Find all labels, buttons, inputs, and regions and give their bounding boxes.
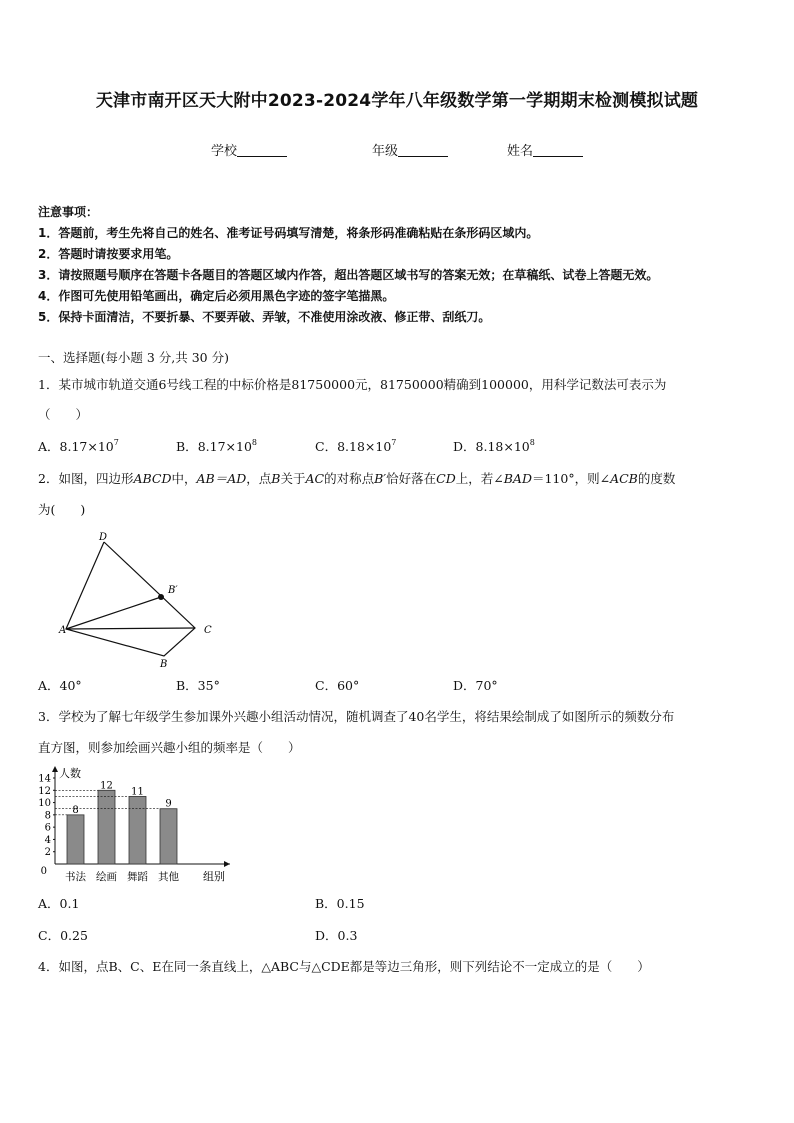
school-label: 学校 [211,144,238,159]
notes-block [38,202,768,328]
histogram-bar [160,809,177,864]
school-field [211,140,287,159]
x-tick-label: 绘画 [96,871,117,883]
y-tick-label: 0 [40,866,47,877]
x-tick-label: 舞蹈 [127,871,148,883]
figure-segment-ab-prime [66,597,161,629]
label-b-prime: B′ [168,585,178,596]
y-axis-label: 人数 [59,767,81,780]
bar-value-label: 8 [72,804,79,816]
q1-option-d[interactable]: D．$8.18\times 10^8$ [453,438,535,454]
bar-value-label: 9 [165,798,172,810]
x-tick-label: 书法 [65,871,86,883]
q1-text-line2: （ ） [38,407,89,422]
page-title: 天津市南开区天大附中2023-2024学年八年级数学第一学期期末检测模拟试题 [95,91,699,111]
bar-value-label: 11 [131,786,144,798]
figure-diagonal-ac [66,628,195,629]
y-tick-label: 14 [38,773,51,785]
x-axis-arrow-icon [224,861,230,867]
q1-option-c[interactable]: C．$8.18\times 10^7$ [315,438,397,454]
y-axis-arrow-icon [52,766,58,772]
note-item: 4．作图可先使用铅笔画出，确定后必须用黑色字迹的签字笔描黑。 [38,289,395,303]
q2-option-b[interactable]: B．35° [176,678,220,693]
histogram-bar [129,796,146,864]
label-d: D [99,532,108,543]
label-c: C [204,625,212,636]
q3-option-a[interactable]: A．0.1 [38,896,80,911]
q1-text-line1: 1．某市城市轨道交通6号线工程的中标价格是81750000元，81750000精确到100000，用科学记数法可表示为 [38,377,667,392]
note-item: 3．请按照题号顺序在答题卡各题目的答题区域内作答，超出答题区域书写的答案无效；在草稿纸、试卷上答题无效。 [38,268,659,282]
note-item: 2．答题时请按要求用笔。 [38,247,179,261]
q2-option-c[interactable]: C．60° [315,678,360,693]
student-info-row [0,140,794,160]
notes-heading: 注意事项： [38,205,99,219]
bar-value-label: 12 [100,780,113,792]
q2-option-d[interactable]: D．70° [453,678,498,693]
y-tick-label: 12 [38,785,51,797]
school-blank [237,142,287,157]
label-b: B [160,659,168,670]
name-field [507,140,583,159]
name-label: 姓名 [507,144,534,159]
q2-text-line2: 为( ) [38,502,86,517]
y-tick-label: 6 [44,822,51,834]
label-a: A [59,625,67,636]
q2-option-a[interactable]: A．40° [38,678,82,693]
q1-option-b[interactable]: B．$8.17\times 10^8$ [176,438,257,454]
y-tick-label: 10 [38,798,51,810]
point-b-prime [158,594,164,600]
q3-text-line2: 直方图，则参加绘画兴趣小组的频率是（ ） [38,740,301,755]
histogram-bar [98,790,115,864]
histogram-bar [67,815,84,864]
x-axis-label: 组别 [203,870,225,883]
x-tick-label: 其他 [158,871,179,883]
q1-option-a[interactable]: A．$8.17\times 10^7$ [38,438,119,454]
q3-text-line1: 3．学校为了解七年级学生参加课外兴趣小组活动情况，随机调查了40名学生，将结果绘制成了如图所示的频数分布 [38,709,675,724]
q3-option-d[interactable]: D．0.3 [315,928,358,943]
q3-histogram [30,764,240,889]
q2-quadrilateral-figure [50,528,230,673]
q2-text-line1: 2．如图，四边形ABCD中，AB＝AD，点B关于AC的对称点B′恰好落在CD上，若∠BAD＝110°，则∠ACB的度数 [38,471,676,486]
y-tick-label: 4 [44,834,51,846]
y-tick-label: 8 [44,810,51,822]
note-item: 1．答题前，考生先将自己的姓名、准考证号码填写清楚，将条形码准确粘贴在条形码区域内。 [38,226,539,240]
section-heading: 一、选择题(每小题 3 分,共 30 分) [38,350,229,365]
q3-option-b[interactable]: B．0.15 [315,896,365,911]
q4-text-line1: 4．如图，点B、C、E在同一条直线上，△ABC与△CDE都是等边三角形，则下列结论不一定成立的是（ ） [38,959,650,974]
figure-edges [66,542,195,656]
q3-option-c[interactable]: C．0.25 [38,928,88,943]
grade-blank [398,142,448,157]
name-blank [533,142,583,157]
y-tick-label: 2 [44,847,51,859]
grade-label: 年级 [372,144,399,159]
note-item: 5．保持卡面清洁，不要折暴、不要弄破、弄皱，不准使用涂改液、修正带、刮纸刀。 [38,310,491,324]
grade-field [372,140,448,159]
